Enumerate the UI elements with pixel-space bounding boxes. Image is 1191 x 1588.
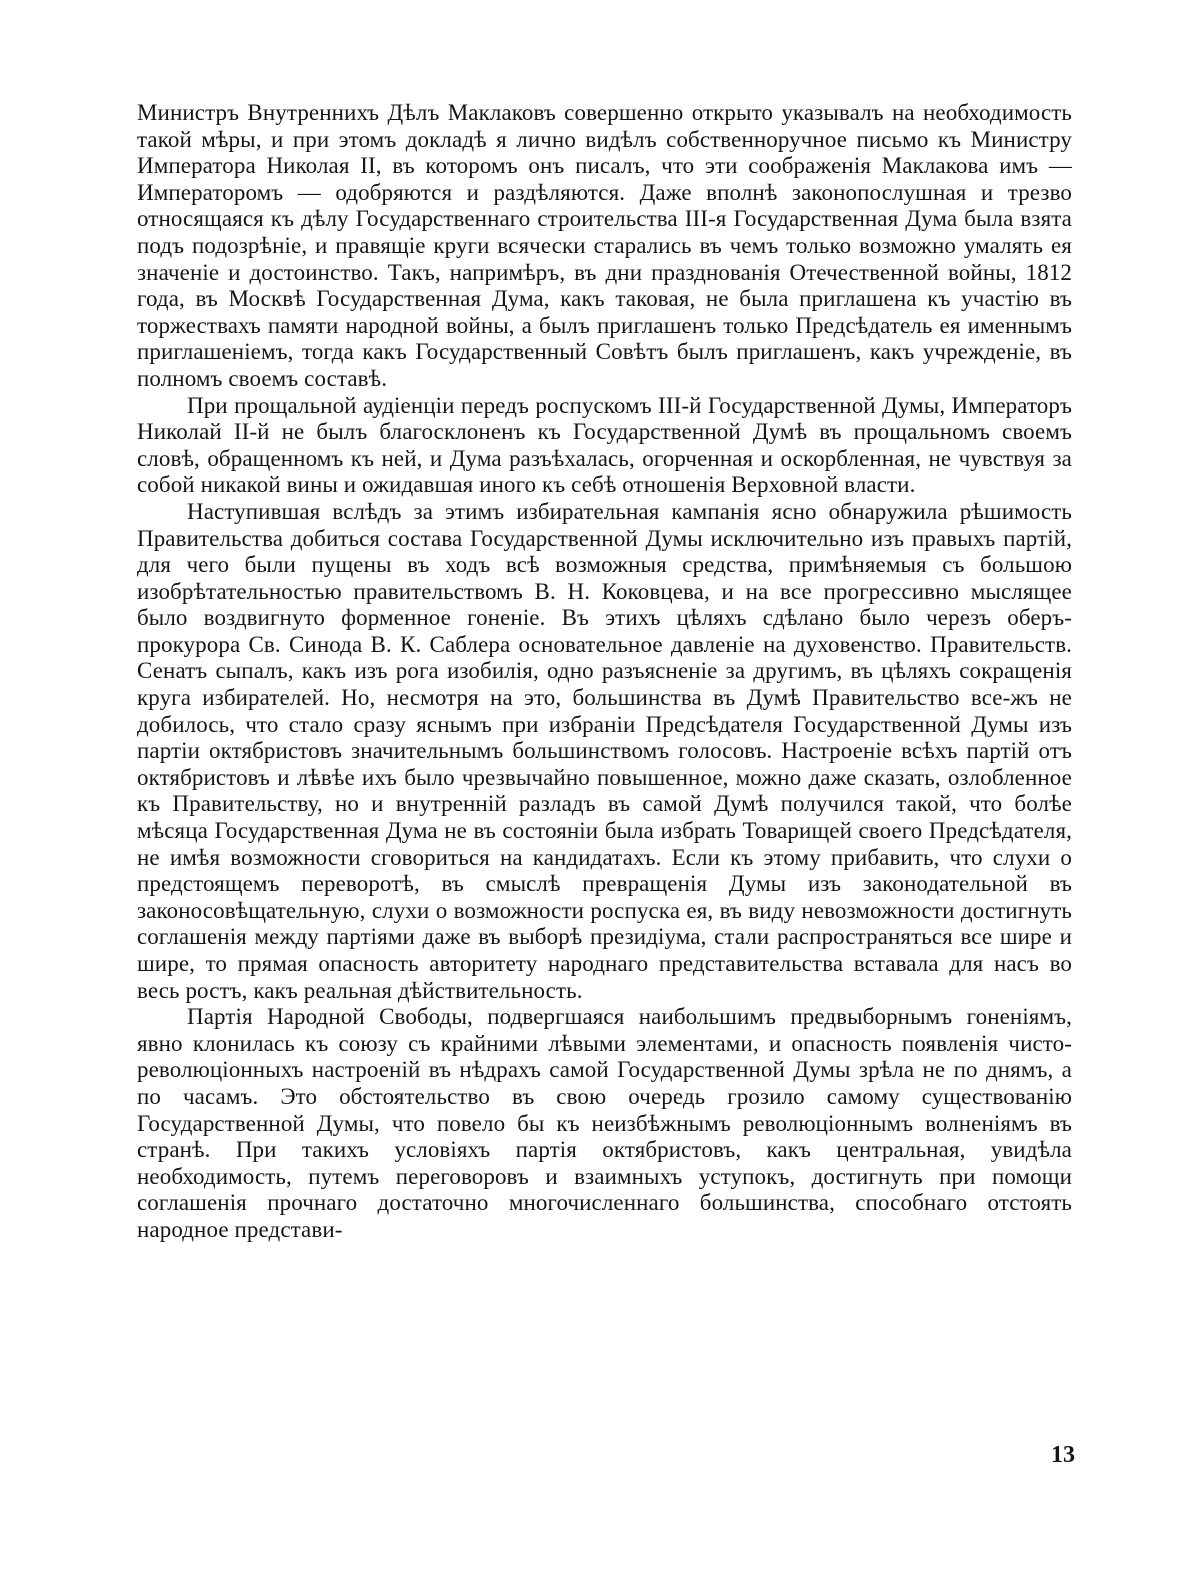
page-number: 13 [1051, 1442, 1075, 1468]
paragraph-3: Наступившая вслѣдъ за этимъ избирательная кампанія ясно обнаружила рѣшимость Правительства добиться состава Государственной Думы исключительно изъ правыхъ партій, для чего были пущены въ ходъ всѣ возможныя средства, примѣняемыя съ большою изобрѣтательностью правительствомъ В. Н. Коковцева, и на все прогрессивно мыслящее было воздвигнуто форменное гоненіе. Въ этихъ цѣляхъ сдѣлано было черезъ оберъ-прокурора Св. Синода В. К. Саблера основательное давленіе на духовенство. Правительств. Сенатъ сыпалъ, какъ изъ рога изобилія, одно разъясненіе за другимъ, въ цѣляхъ сокращенія круга избирателей. Но, несмотря на это, большинства въ Думѣ Правительство все-жъ не добилось, что стало сразу яснымъ при избраніи Предсѣдателя Государственной Думы изъ партіи октябристовъ значительнымъ большинствомъ голосовъ. Настроеніе всѣхъ партій отъ октябристовъ и лѣвѣе ихъ было чрезвычайно повышенное, можно даже сказать, озлобленное къ Правительству, но и внутренній разладъ въ самой Думѣ получился такой, что болѣе мѣсяца Государственная Дума не въ состояніи была избрать Товарищей своего Предсѣдателя, не имѣя возможности сговориться на кандидатахъ. Если къ этому прибавить, что слухи о предстоящемъ переворотѣ, въ смыслѣ превращенія Думы изъ законодательной въ законосовѣщательную, слухи о возможности роспуска ея, въ виду невозможности достигнуть соглашенія между партіями даже въ выборѣ президіума, стали распространяться все шире и шире, то прямая опасность авторитету народнаго представительства вставала для насъ во весь ростъ, какъ реальная дѣйствительность. [137, 498, 1072, 1003]
body-text [137, 100, 1072, 1244]
paragraph-1: Министръ Внутреннихъ Дѣлъ Маклаковъ совершенно открыто указывалъ на необходимость такой мѣры, и при этомъ докладѣ я лично видѣлъ собственноручное письмо къ Министру Императора Николая II, въ которомъ онъ писалъ, что эти соображенія Маклакова имъ — Императоромъ — одобряются и раздѣляются. Даже вполнѣ законопослушная и трезво относящаяся къ дѣлу Государственнаго строительства III-я Государственная Дума была взята подъ подозрѣніе, и правящіе круги всячески старались въ чемъ только возможно умалять ея значеніе и достоинство. Такъ, напримѣръ, въ дни празднованія Отечественной войны, 1812 года, въ Москвѣ Государственная Дума, какъ таковая, не была приглашена къ участію въ торжествахъ памяти народной войны, а былъ приглашенъ только Предсѣдатель ея именнымъ приглашеніемъ, тогда какъ Государственный Совѣтъ былъ приглашенъ, какъ учрежденіе, въ полномъ своемъ составѣ. [137, 100, 1072, 391]
paragraph-4: Партія Народной Свободы, подвергшаяся наибольшимъ предвыборнымъ гоненіямъ, явно клонилась къ союзу съ крайними лѣвыми элементами, и опасность появленія чисто-революціонныхъ настроеній въ нѣдрахъ самой Государственной Думы зрѣла не по днямъ, а по часамъ. Это обстоятельство въ свою очередь грозило самому существованію Государственной Думы, что повело бы къ неизбѣжнымъ революціоннымъ волненіямъ въ странѣ. При такихъ условіяхъ партія октябристовъ, какъ центральная, увидѣла необходимость, путемъ переговоровъ и взаимныхъ уступокъ, достигнуть при помощи соглашенія прочнаго достаточно многочисленнаго большинства, способнаго отстоять народное представи- [137, 1004, 1072, 1242]
paragraph-2: При прощальной аудіенціи передъ роспускомъ III-й Государственной Думы, Императоръ Николай II-й не былъ благосклоненъ къ Государственной Думѣ въ прощальномъ своемъ словѣ, обращенномъ къ ней, и Дума разъѣхалась, огорченная и оскорбленная, не чувствуя за собой никакой вины и ожидавшая иного къ себѣ отношенія Верховной власти. [137, 392, 1072, 498]
